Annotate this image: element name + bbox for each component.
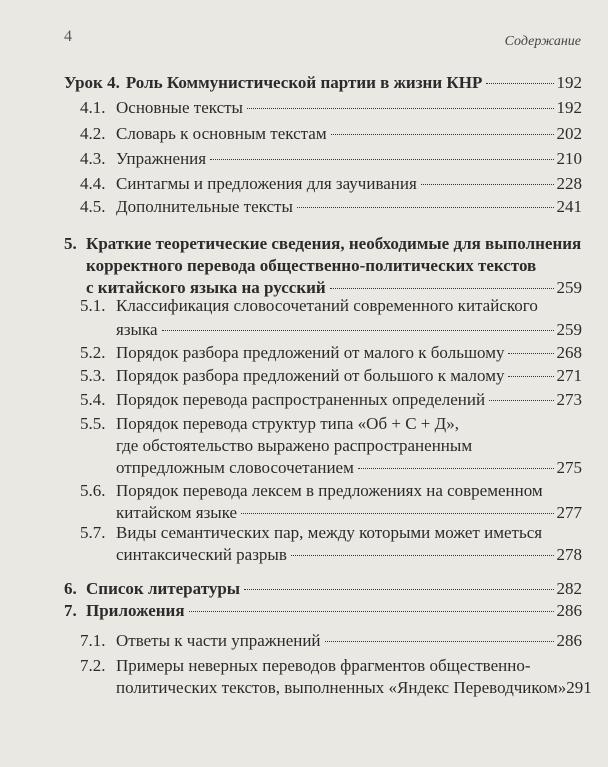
dot-leader <box>421 184 554 185</box>
toc-entry-6[interactable] <box>64 578 582 600</box>
dot-leader <box>508 353 553 354</box>
entry-page: 192 <box>556 73 582 92</box>
dot-leader <box>508 376 553 377</box>
entry-title-line1: Порядок перевода лексем в предложениях на современном <box>116 481 543 500</box>
entry-title: Порядок разбора предложений от большого к малому <box>116 366 505 385</box>
entry-title: Список литературы <box>86 579 241 598</box>
dot-leader <box>486 83 553 84</box>
dot-leader <box>189 611 554 612</box>
entry-title: Порядок перевода распространенных определений <box>116 390 486 409</box>
entry-title-line2: синтаксический разрыв <box>116 545 287 564</box>
entry-title-line3: с китайского языка на русский <box>86 278 326 297</box>
entry-title: Дополнительные тексты <box>116 197 293 216</box>
toc-entry-4-5[interactable] <box>80 196 582 218</box>
entry-title-line2: китайском языке <box>116 503 238 522</box>
toc-entry-5-4[interactable] <box>80 389 582 411</box>
entry-title-line1: Классификация словосочетаний современного китайского <box>116 296 538 315</box>
entry-title: Упражнения <box>116 149 207 168</box>
dot-leader <box>210 159 553 160</box>
page-number: 4 <box>64 28 72 45</box>
entry-title-line1: Краткие теоретические сведения, необходимые для выполнения <box>86 234 582 253</box>
toc-entry-4-2[interactable] <box>80 123 582 145</box>
entry-title-line1: Примеры неверных переводов фрагментов общественно- <box>116 656 531 675</box>
entry-page: 282 <box>556 579 582 598</box>
entry-number: 5.4. <box>80 390 106 409</box>
entry-number: 5.3. <box>80 366 106 385</box>
entry-page: 259 <box>556 278 582 297</box>
entry-number: 5.6. <box>80 481 106 500</box>
toc-entry-7-2[interactable] <box>80 655 592 699</box>
toc-entry-7[interactable] <box>64 600 582 622</box>
entry-page: 228 <box>556 174 582 193</box>
toc-entry-4-3[interactable] <box>80 148 582 170</box>
entry-page: 277 <box>556 503 582 522</box>
entry-page: 275 <box>556 458 582 477</box>
entry-number: 4.5. <box>80 197 106 216</box>
toc-entry-5-2[interactable] <box>80 342 582 364</box>
entry-number: 7. <box>64 601 77 620</box>
dot-leader <box>330 288 554 289</box>
entry-number: 4.3. <box>80 149 106 168</box>
entry-page: 286 <box>556 631 582 650</box>
entry-number: 5.1. <box>80 296 106 315</box>
dot-leader <box>247 108 554 109</box>
entry-title-line1: Виды семантических пар, между которыми может иметься <box>116 523 543 542</box>
entry-page: 273 <box>556 390 582 409</box>
entry-number: 7.1. <box>80 631 106 650</box>
dot-leader <box>325 641 554 642</box>
dot-leader <box>241 513 553 514</box>
dot-leader <box>331 134 554 135</box>
entry-title: Порядок разбора предложений от малого к большому <box>116 343 505 362</box>
toc-entry-5-6[interactable] <box>80 480 582 524</box>
entry-number: 6. <box>64 579 77 598</box>
entry-title: Синтагмы и предложения для заучивания <box>116 174 417 193</box>
entry-title-line2: корректного перевода общественно-политических текстов <box>86 256 537 275</box>
entry-title-line1: Порядок перевода структур типа «Об + С + Д», <box>116 414 459 433</box>
toc-entry-4-4[interactable] <box>80 173 582 195</box>
entry-title: Роль Коммунистической партии в жизни КНР <box>125 73 483 92</box>
toc-entry-5-1[interactable] <box>80 295 582 341</box>
entry-page: 271 <box>556 366 582 385</box>
entry-page: 210 <box>556 149 582 168</box>
entry-number: 7.2. <box>80 656 106 675</box>
entry-title: Ответы к части упражнений <box>116 631 321 650</box>
dot-leader <box>358 468 554 469</box>
dot-leader <box>297 207 554 208</box>
entry-title-line2: языка <box>116 320 158 339</box>
entry-title: Словарь к основным текстам <box>116 124 327 143</box>
toc-entry-5-7[interactable] <box>80 522 582 566</box>
dot-leader <box>162 330 554 331</box>
entry-number: 5.2. <box>80 343 106 362</box>
entry-page: 291 <box>566 678 592 697</box>
toc-entry-5[interactable] <box>64 233 582 299</box>
entry-title-line2: политических текстов, выполненных «Яндекс Переводчиком» <box>116 678 567 697</box>
toc-entry-5-3[interactable] <box>80 365 582 387</box>
dot-leader <box>291 555 554 556</box>
entry-page: 202 <box>556 124 582 143</box>
entry-page: 278 <box>556 545 582 564</box>
toc-entry-5-5[interactable] <box>80 413 582 479</box>
entry-page: 241 <box>556 197 582 216</box>
toc-entry-7-1[interactable] <box>80 630 582 652</box>
entry-number: 4.4. <box>80 174 106 193</box>
entry-number: 5. <box>64 234 77 253</box>
toc-entry-4-1[interactable] <box>80 97 582 119</box>
entry-number: 5.5. <box>80 414 106 433</box>
entry-number: 4.2. <box>80 124 106 143</box>
entry-title: Приложения <box>86 601 185 620</box>
entry-page: 268 <box>556 343 582 362</box>
entry-title-line3: отпредложным словосочетанием <box>116 458 354 477</box>
entry-page: 259 <box>556 320 582 339</box>
running-title: Содержание <box>504 34 581 49</box>
entry-page: 286 <box>556 601 582 620</box>
toc-entry-lesson-4[interactable] <box>64 72 582 94</box>
entry-title: Основные тексты <box>116 98 243 117</box>
dot-leader <box>244 589 553 590</box>
entry-number: 4.1. <box>80 98 106 117</box>
entry-title-line2: где обстоятельство выражено распространенным <box>116 436 473 455</box>
dot-leader <box>489 400 553 401</box>
entry-number: Урок 4. <box>64 73 120 92</box>
entry-page: 192 <box>556 98 582 117</box>
entry-number: 5.7. <box>80 523 106 542</box>
